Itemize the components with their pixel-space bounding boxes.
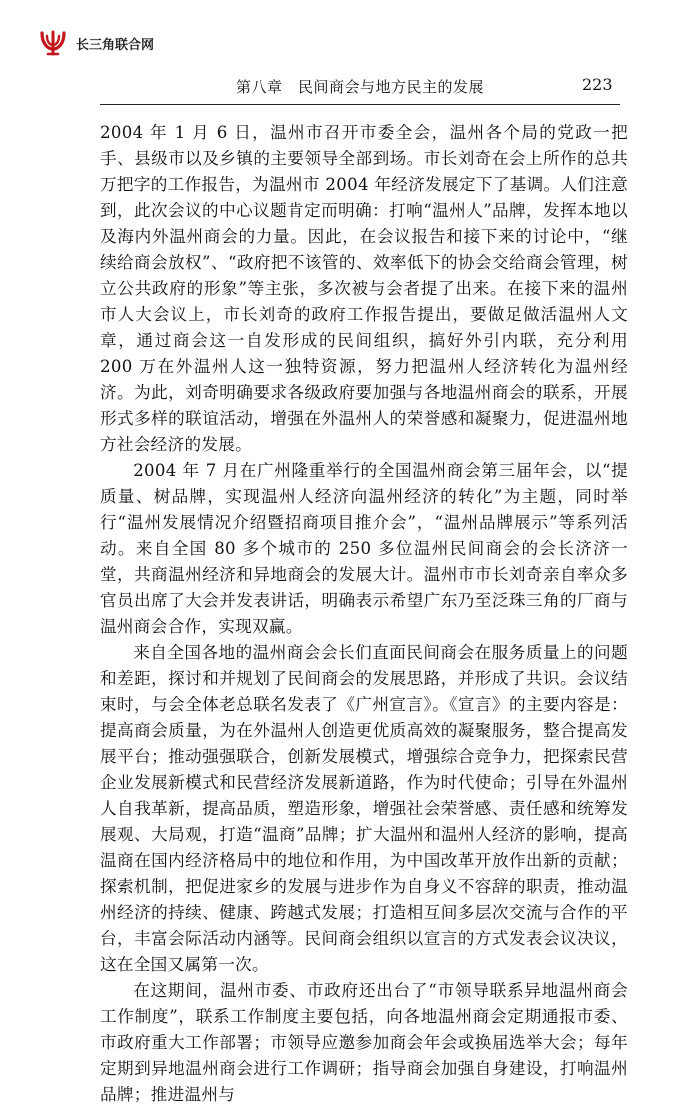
page-number: 223 bbox=[582, 75, 613, 94]
paragraph-1: 2004 年 1 月 6 日，温州市召开市委全会，温州各个局的党政一把手、县级市以及乡镇的主要领导全部到场。市长刘奇在会上所作的总共万把字的工作报告，为温州市 2004 年经济发展定下了基调。人们注意到，此次会议的中心议题肯定而明确：打响“温州人”品牌，发挥本地以及海内外温州商会的力量。因此，在会议报告和接下来的讨论中，“继续给商会放权”、“政府把不该管的、效率低下的协会交给商会管理，树立公共政府的形象”等主张，多次被与会者提了出来。在接下来的温州市人大会议上，市长刘奇的政府工作报告提出，要做足做活温州人文章，通过商会这一自发形成的民间组织，搞好外引内联，充分利用 200 万在外温州人这一独特资源，努力把温州人经济转化为温州经济。为此，刘奇明确要求各级政府要加强与各地温州商会的联系，开展形式多样的联谊活动，增强在外温州人的荣誉感和凝聚力，促进温州地方社会经济的发展。 bbox=[100, 123, 628, 454]
paragraph-2: 2004 年 7 月在广州隆重举行的全国温州商会第三届年会，以“提质量、树品牌，实现温州人经济向温州经济的转化”为主题，同时举行“温州发展情况介绍暨招商项目推介会”，“温州品牌展示”等系列活动。来自全国 80 多个城市的 250 多位温州民间商会的会长济济一堂，共商温州经济和异地商会的发展大计。温州市市长刘奇亲自率众多官员出席了大会并发表讲话，明确表示希望广东乃至泛珠三角的厂商与温州商会合作，实现双赢。 bbox=[100, 461, 628, 636]
chapter-title: 第八章 民间商会与地方民主的发展 bbox=[236, 78, 485, 96]
paragraph-4: 在这期间，温州市委、市政府还出台了“市领导联系异地温州商会工作制度”，联系工作制度主要包括，向各地温州商会定期通报市委、市政府重大工作部署；市领导应邀参加商会年会或换届选举大会；每年定期到异地温州商会进行工作调研；指导商会加强自身建设，打响温州品牌；推进温州与 bbox=[100, 981, 628, 1104]
header-divider bbox=[100, 104, 620, 105]
site-logo bbox=[36, 30, 154, 56]
logo-text: 长三角联合网 bbox=[76, 37, 155, 53]
body-text bbox=[100, 120, 628, 1108]
paragraph-3: 来自全国各地的温州商会会长们直面民间商会在服务质量上的问题和差距，探讨和并规划了民间商会的发展思路，并形成了共识。会议结束时，与会全体老总联名发表了《广州宣言》。《宣言》的主要内容是：提高商会质量，为在外温州人创造更优质高效的凝聚服务，整合提高发展平台；推动强强联合，创新发展模式，增强综合竞争力，把探索民营企业发展新模式和民营经济发展新道路，作为时代使命；引导在外温州人自我革新，提高品质，塑造形象，增强社会荣誉感、责任感和统筹发展观、大局观，打造“温商”品牌；扩大温州和温州人经济的影响，提高温商在国内经济格局中的地位和作用，为中国改革开放作出新的贡献；探索机制，把促进家乡的发展与进步作为自身义不容辞的职责，推动温州经济的持续、健康、跨越式发展；打造相互间多层次交流与合作的平台，丰富会际活动内涵等。民间商会组织以宣言的方式发表会议决议，这在全国又属第一次。 bbox=[100, 643, 628, 974]
logo-icon bbox=[36, 30, 70, 56]
